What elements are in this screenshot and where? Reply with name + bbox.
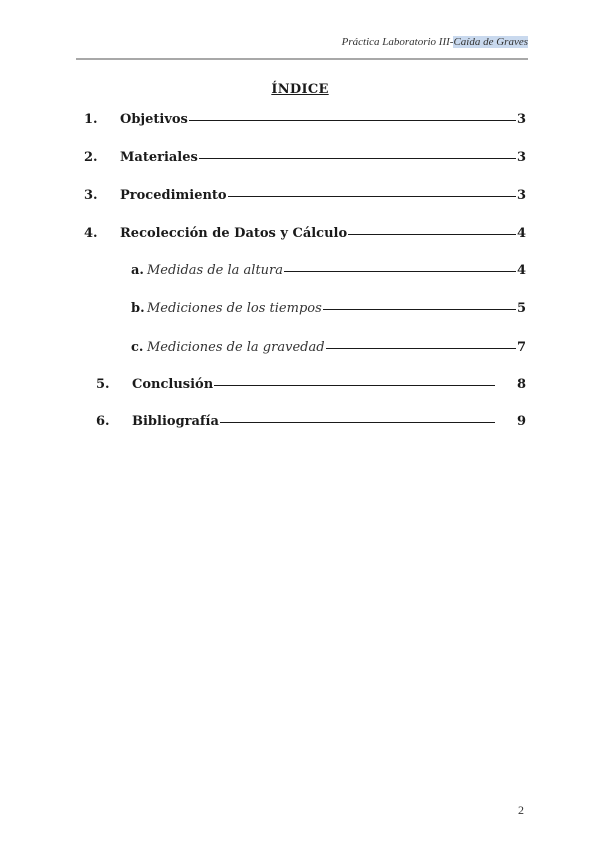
toc-subentry-mediciones-gravedad[interactable]: [131, 340, 526, 358]
toc-entry-page: 8: [517, 377, 527, 392]
toc-entry-bibliografia[interactable]: [96, 414, 496, 432]
toc-entry-label: Recolección de Datos y Cálculo: [120, 226, 348, 241]
running-header: [342, 36, 528, 48]
toc-subentry-label: Medidas de la altura: [147, 263, 284, 278]
toc-leader-line: [199, 158, 516, 159]
toc-entry-number: 4.: [84, 226, 98, 241]
toc-leader-line: [348, 234, 516, 235]
toc-subentry-letter: a.: [131, 263, 144, 278]
toc-subentry-mediciones-tiempos[interactable]: [131, 301, 526, 319]
toc-entry-page: 4: [516, 226, 526, 241]
toc-leader-line: [228, 196, 516, 197]
toc-leader-line: [323, 309, 516, 310]
toc-entry-recoleccion[interactable]: [84, 226, 526, 244]
toc-entry-number: 6.: [96, 414, 110, 429]
toc-leader-line: [214, 385, 495, 386]
toc-subentry-letter: c.: [131, 340, 144, 355]
toc-entry-number: 1.: [84, 112, 98, 127]
toc-subentry-medidas-altura[interactable]: [131, 263, 526, 281]
toc-leader-line: [326, 348, 516, 349]
toc-entry-label: Conclusión: [132, 377, 214, 392]
toc-entry-label: Procedimiento: [120, 188, 227, 203]
toc-entry-page: 7: [516, 340, 526, 355]
toc-entry-label: Bibliografía: [132, 414, 219, 429]
toc-leader-line: [189, 120, 516, 121]
toc-entry-label: Objetivos: [120, 112, 188, 127]
toc-entry-number: 3.: [84, 188, 98, 203]
toc-leader-line: [284, 271, 516, 272]
toc-entry-procedimiento[interactable]: [84, 188, 526, 206]
running-header-subtitle: Caída de Graves: [453, 36, 528, 48]
header-rule: [76, 58, 528, 60]
toc-entry-page: 3: [516, 112, 526, 127]
toc-entry-number: 5.: [96, 377, 110, 392]
toc-entry-page: 9: [517, 414, 527, 429]
toc-subentry-letter: b.: [131, 301, 145, 316]
toc-title: ÍNDICE: [271, 82, 329, 97]
toc-entry-page: 3: [516, 150, 526, 165]
toc-entry-page: 3: [516, 188, 526, 203]
running-header-title: Práctica Laboratorio III-: [341, 36, 454, 48]
toc-entry-label: Materiales: [120, 150, 198, 165]
toc-subentry-label: Mediciones de los tiempos: [147, 301, 322, 316]
toc-entry-objetivos[interactable]: [84, 112, 526, 130]
toc-subentry-label: Mediciones de la gravedad: [147, 340, 325, 355]
toc-entry-page: 4: [516, 263, 526, 278]
toc-entry-page: 5: [516, 301, 526, 316]
toc-entry-number: 2.: [84, 150, 98, 165]
toc-entry-materiales[interactable]: [84, 150, 526, 168]
toc-entry-conclusion[interactable]: [96, 377, 496, 395]
toc-leader-line: [220, 422, 495, 423]
page-number: 2: [518, 803, 524, 817]
